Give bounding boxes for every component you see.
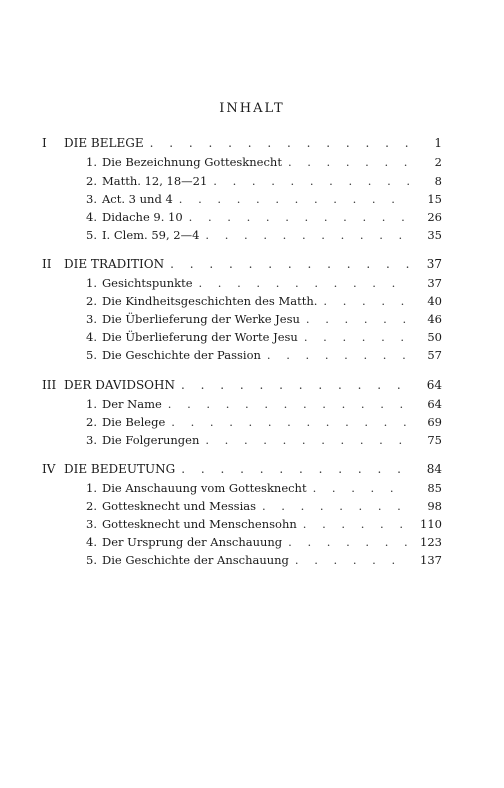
entry-number: 4. [86, 330, 97, 344]
toc-entry [86, 516, 442, 532]
page-number: 8 [434, 174, 442, 188]
toc-entry [86, 396, 442, 412]
entry-title: Die Bezeichnung Gottesknecht [101, 155, 282, 169]
dot-leader [323, 293, 410, 309]
dot-leader [181, 461, 410, 477]
toc-entry [86, 209, 442, 225]
entry-number: 5. [86, 228, 97, 242]
chapter-title: DIE BELEGE [64, 136, 144, 150]
entry-number: 2. [86, 174, 97, 188]
entry-number: 1. [86, 481, 97, 495]
chapter-number: IV [42, 462, 56, 476]
page-number: 69 [427, 415, 442, 429]
chapter-title: DER DAVIDSOHN [64, 378, 175, 392]
entry-number: 2. [86, 415, 97, 429]
dot-leader [303, 516, 410, 532]
chapter-row [42, 135, 442, 151]
toc-entry [86, 311, 442, 327]
dot-leader [304, 329, 410, 345]
entry-title: Die Überlieferung der Werke Jesu [101, 312, 300, 326]
page-number: 85 [427, 481, 442, 495]
entry-title: Die Überlieferung der Worte Jesu [101, 330, 298, 344]
entry-number: 2. [86, 499, 97, 513]
toc-entry [86, 154, 442, 170]
dot-leader [295, 552, 410, 568]
entry-number: 3. [86, 312, 97, 326]
entry-number: 5. [86, 553, 97, 567]
page-number: 50 [427, 330, 442, 344]
entry-number: 1. [86, 397, 97, 411]
entry-title: Der Name [101, 397, 162, 411]
dot-leader [262, 498, 410, 514]
toc-entry [86, 293, 442, 309]
chapter-row [42, 377, 442, 393]
chapter-title: DIE TRADITION [64, 257, 165, 271]
page-number: 37 [426, 257, 442, 271]
entry-title: Didache 9. 10 [101, 210, 183, 224]
toc-entry [86, 227, 442, 243]
dot-leader [170, 256, 410, 272]
entry-title: Matth. 12, 18—21 [101, 174, 208, 188]
toc-entry [86, 414, 442, 430]
page-number: 2 [434, 155, 442, 169]
dot-leader [267, 347, 410, 363]
entry-title: Die Anschauung vom Gottesknecht [101, 481, 307, 495]
entry-number: 1. [86, 155, 97, 169]
page-number: 110 [420, 517, 442, 531]
entry-title: I. Clem. 59, 2—4 [101, 228, 200, 242]
entry-title: Die Folgerungen [101, 433, 200, 447]
dot-leader [205, 227, 410, 243]
page-number: 64 [427, 397, 442, 411]
toc-entry [86, 432, 442, 448]
chapter-number: III [42, 378, 57, 392]
entry-title: Gottesknecht und Menschensohn [101, 517, 297, 531]
chapter-number: I [42, 136, 47, 150]
toc-entry [86, 329, 442, 345]
entry-number: 4. [86, 535, 97, 549]
page-number: 46 [427, 312, 442, 326]
chapter-row [42, 256, 442, 272]
page-number: 37 [427, 276, 442, 290]
page-number: 75 [427, 433, 442, 447]
chapter-number: II [42, 257, 52, 271]
chapter-row [42, 461, 442, 477]
entry-number: 1. [86, 276, 97, 290]
dot-leader [168, 396, 410, 412]
page-number: 1 [434, 136, 442, 150]
entry-number: 4. [86, 210, 97, 224]
dot-leader [313, 480, 410, 496]
dot-leader [306, 311, 410, 327]
entry-number: 3. [86, 192, 97, 206]
dot-leader [189, 209, 410, 225]
entry-title: Die Belege [101, 415, 166, 429]
dot-leader [181, 377, 410, 393]
page-number: 35 [427, 228, 442, 242]
page-number: 57 [427, 348, 442, 362]
dot-leader [179, 191, 410, 207]
toc-entry [86, 480, 442, 496]
toc-entry [86, 552, 442, 568]
page-title: INHALT [219, 101, 285, 116]
entry-number: 3. [86, 517, 97, 531]
entry-title: Die Kindheitsgeschichten des Matth. [101, 294, 318, 308]
page-number: 26 [427, 210, 442, 224]
dot-leader [171, 414, 410, 430]
entry-title: Die Geschichte der Anschauung [101, 553, 289, 567]
dot-leader [199, 275, 411, 291]
dot-leader [288, 154, 410, 170]
entry-number: 3. [86, 433, 97, 447]
page-number: 123 [420, 535, 442, 549]
chapter-title: DIE BEDEUTUNG [64, 462, 176, 476]
entry-title: Gottesknecht und Messias [101, 499, 256, 513]
entry-title: Gesichtspunkte [101, 276, 193, 290]
toc-entry [86, 191, 442, 207]
dot-leader [213, 173, 410, 189]
page-number: 98 [427, 499, 442, 513]
dot-leader [288, 534, 410, 550]
toc-entry [86, 275, 442, 291]
toc-entry [86, 173, 442, 189]
page-number: 137 [420, 553, 442, 567]
toc-entry [86, 498, 442, 514]
toc-entry [86, 347, 442, 363]
dot-leader [150, 135, 410, 151]
entry-title: Die Geschichte der Passion [101, 348, 261, 362]
page-number: 15 [427, 192, 442, 206]
page-number: 40 [427, 294, 442, 308]
toc-entry [86, 534, 442, 550]
dot-leader [205, 432, 410, 448]
page-number: 64 [426, 378, 442, 392]
entry-number: 5. [86, 348, 97, 362]
entry-number: 2. [86, 294, 97, 308]
entry-title: Act. 3 und 4 [101, 192, 173, 206]
page-number: 84 [426, 462, 442, 476]
entry-title: Der Ursprung der Anschauung [101, 535, 283, 549]
